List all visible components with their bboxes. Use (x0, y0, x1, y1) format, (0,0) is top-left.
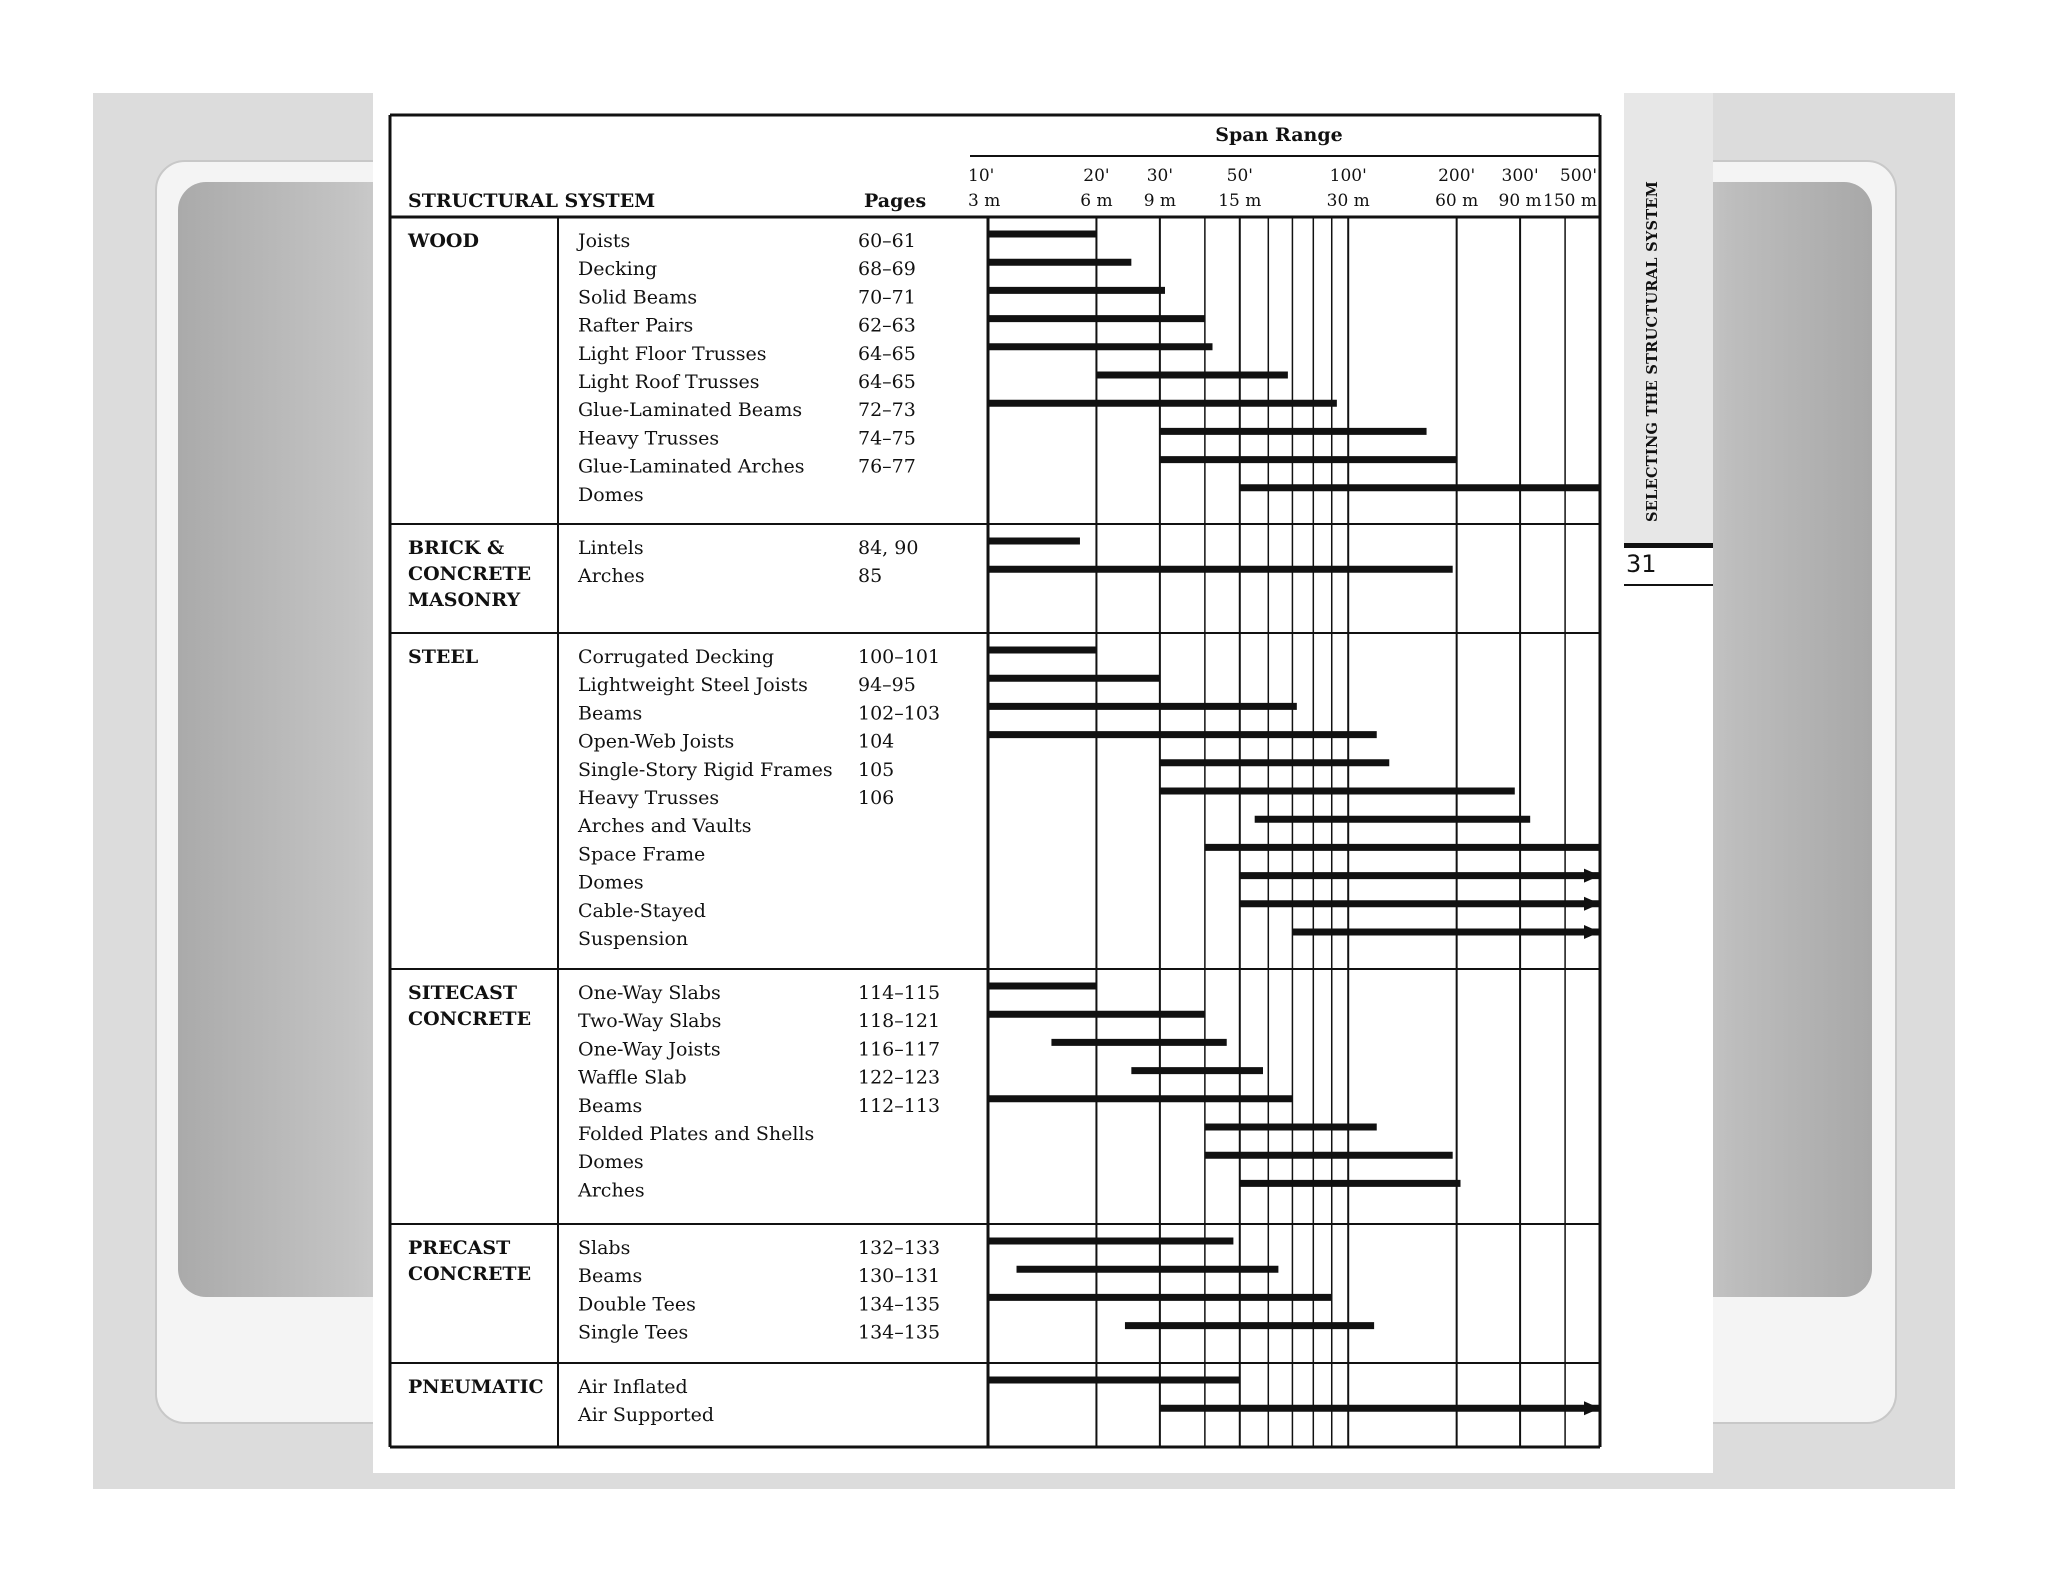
row-label: Arches and Vaults (578, 815, 752, 838)
row-pages: 100–101 (858, 646, 941, 668)
row-label: Air Inflated (578, 1376, 688, 1398)
row-pages: 130–131 (858, 1265, 941, 1288)
span-bar-arrowhead (1584, 1401, 1600, 1415)
group-name: MASONRY (408, 589, 521, 611)
row-label: Air Supported (578, 1404, 715, 1427)
row-label: Suspension (578, 928, 689, 950)
row-label: Slabs (578, 1237, 631, 1259)
row-pages: 64–65 (858, 371, 916, 393)
row-label: Domes (578, 483, 644, 506)
span-bar-arrowhead (1584, 869, 1600, 883)
row-label: Joists (578, 230, 631, 252)
group-name: WOOD (408, 230, 479, 252)
row-label: Waffle Slab (578, 1066, 687, 1089)
row-pages: 106 (858, 787, 895, 809)
row-label: Decking (578, 258, 658, 281)
x-tick-label-ft: 20' (1083, 166, 1110, 186)
group-name: STEEL (408, 646, 479, 668)
row-label: Beams (578, 702, 643, 725)
x-tick-label-ft: 30' (1146, 166, 1174, 186)
row-pages: 134–135 (858, 1321, 941, 1344)
row-label: Folded Plates and Shells (578, 1123, 815, 1145)
group-name: CONCRETE (408, 563, 532, 585)
group-name: CONCRETE (408, 1263, 532, 1285)
row-label: Glue-Laminated Arches (578, 455, 805, 478)
row-label: Single Tees (578, 1321, 689, 1344)
row-label: Light Roof Trusses (578, 371, 760, 393)
row-pages: 132–133 (858, 1237, 941, 1259)
row-label: Heavy Trusses (578, 427, 720, 450)
row-pages: 64–65 (858, 342, 916, 365)
row-label: Space Frame (578, 843, 706, 866)
row-pages: 105 (858, 758, 895, 781)
row-label: Arches (578, 565, 645, 588)
structural-system-header: STRUCTURAL SYSTEM (408, 190, 656, 212)
x-tick-label-m: 6 m (1080, 191, 1113, 211)
row-pages: 118–121 (858, 1010, 941, 1033)
group-name: SITECAST (408, 982, 517, 1004)
span-bar-arrowhead (1584, 897, 1600, 911)
x-tick-label-ft: 100' (1329, 166, 1367, 186)
x-tick-label-m: 150 m (1543, 191, 1597, 211)
row-label: Light Floor Trusses (578, 342, 767, 365)
chart-title: Span Range (1215, 124, 1343, 146)
group-name: PRECAST (408, 1237, 511, 1259)
row-pages: 102–103 (858, 702, 941, 725)
x-tick-label-m: 60 m (1435, 191, 1479, 211)
group-name: CONCRETE (408, 1008, 532, 1030)
x-tick-label-m: 3 m (968, 191, 1001, 211)
x-tick-label-m: 90 m (1498, 191, 1542, 211)
x-tick-label-ft: 200' (1438, 166, 1476, 186)
row-label: Rafter Pairs (578, 314, 694, 337)
row-pages: 72–73 (858, 399, 916, 422)
row-pages: 134–135 (858, 1293, 941, 1316)
row-pages: 74–75 (858, 427, 916, 450)
row-label: Cable-Stayed (578, 899, 706, 922)
row-pages: 62–63 (858, 314, 916, 337)
row-label: Two-Way Slabs (578, 1010, 722, 1033)
row-label: Domes (578, 871, 644, 894)
pages-header: Pages (864, 190, 927, 212)
row-label: Solid Beams (578, 286, 698, 309)
row-label: Beams (578, 1094, 643, 1117)
row-pages: 94–95 (858, 674, 916, 697)
x-tick-label-ft: 10' (968, 166, 995, 186)
x-tick-label-m: 15 m (1218, 191, 1262, 211)
row-label: Lintels (578, 537, 644, 559)
row-label: Open-Web Joists (578, 730, 735, 753)
row-pages: 68–69 (858, 258, 916, 281)
span-bar-arrowhead (1584, 925, 1600, 939)
row-pages: 112–113 (858, 1094, 941, 1117)
row-pages: 116–117 (858, 1038, 941, 1061)
row-pages: 104 (858, 730, 895, 753)
row-label: Arches (578, 1179, 645, 1202)
x-tick-label-m: 30 m (1326, 191, 1370, 211)
chapter-side-tab-label: SELECTING THE STRUCTURAL SYSTEM (1644, 180, 1661, 522)
group-name: BRICK & (408, 537, 505, 559)
x-tick-label-ft: 50' (1226, 166, 1253, 186)
row-label: Corrugated Decking (578, 646, 775, 668)
row-label: One-Way Slabs (578, 982, 721, 1004)
row-label: One-Way Joists (578, 1038, 721, 1061)
row-pages: 76–77 (858, 455, 916, 478)
x-tick-label-m: 9 m (1143, 191, 1177, 211)
row-label: Single-Story Rigid Frames (578, 758, 833, 781)
row-pages: 122–123 (858, 1066, 941, 1089)
group-name: PNEUMATIC (408, 1376, 544, 1398)
row-label: Heavy Trusses (578, 787, 720, 809)
x-tick-label-ft: 300' (1501, 166, 1539, 186)
page-number: 31 (1626, 550, 1657, 578)
row-label: Lightweight Steel Joists (578, 674, 808, 697)
row-label: Domes (578, 1151, 644, 1174)
x-tick-label-ft: 500' (1559, 166, 1597, 186)
row-pages: 114–115 (858, 982, 941, 1004)
row-pages: 84, 90 (858, 537, 919, 559)
row-pages: 70–71 (858, 286, 916, 309)
row-label: Glue-Laminated Beams (578, 399, 803, 422)
row-pages: 60–61 (858, 230, 916, 252)
row-pages: 85 (858, 565, 883, 588)
row-label: Beams (578, 1265, 643, 1288)
row-label: Double Tees (578, 1293, 696, 1316)
